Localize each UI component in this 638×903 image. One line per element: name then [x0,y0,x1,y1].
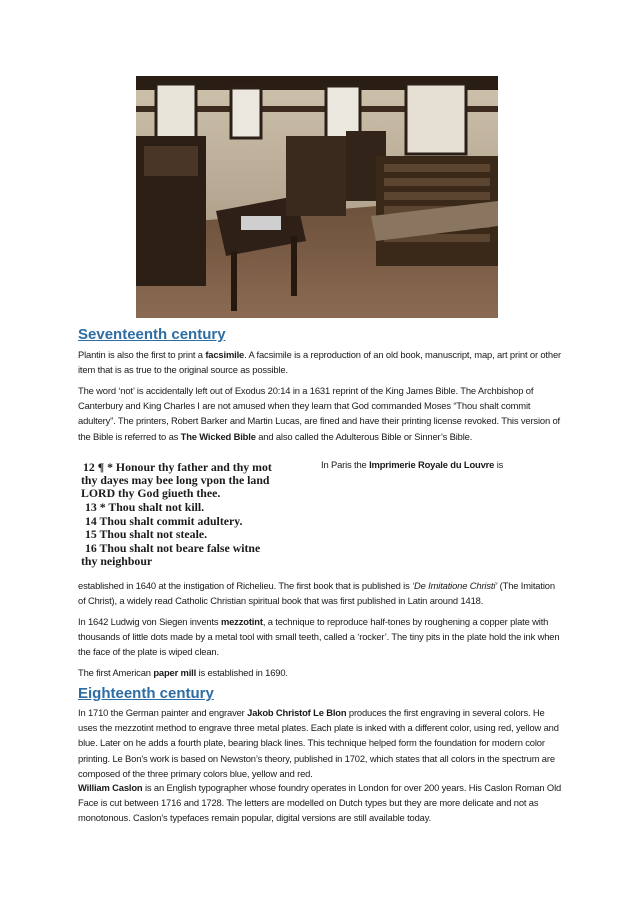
bible-line: 15 Thou shalt not steale. [85,527,208,541]
italic-title: ‘De Imitatione Christi’ [412,580,498,591]
text: is established in 1690. [196,667,288,678]
section-heading-eighteenth: Eighteenth century [78,685,214,702]
bold-term: facsimile [205,349,245,360]
text: and also called the Adulterous Bible or Sinner’s Bible. [255,430,473,442]
text: In Paris the [321,459,370,470]
bible-line: 13 * Thou shalt not kill. [85,500,205,514]
bold-term: mezzotint [220,616,263,627]
bible-line: 12 ¶ * Honour thy father and thy mot [83,460,272,474]
bible-line: 14 Thou shalt commit adultery. [85,514,243,528]
bible-line: 16 Thou shalt not beare false witne [85,541,261,555]
bold-term: Jakob Christof Le Blon [247,707,347,718]
text: is [494,459,504,470]
bold-term: paper mill [153,667,197,678]
paragraph-facsimile [78,347,562,377]
text: In 1642 Ludwig von Siegen invents [78,616,221,627]
text: In 1710 the German painter and engraver [78,707,248,718]
text: produces the first engraving in several colors. He uses the mezzotint method to engrave three metal plates. Each plate is inked with a different color, using red, yellow and blue. Later on he adds a fourth plate, bearing black lines. This technique helped form the foundation for modern color printing. Le Bon’s work is based on Newston’s theory, published in 1702, which states that all colors in the spectrum are composed of the three primary colors blue, yellow and red. [78,707,559,779]
bible-line: thy neighbour [81,554,153,568]
paragraph-imprimerie-start [321,457,561,472]
bible-line: thy dayes may bee long vpon the land [81,473,270,487]
text: The word ‘not’ is accidentally left out of Exodus 20:14 in a 1631 reprint of the King James Bible. The Archbishop of Canterbury and King Charles I are not amused when they learn that God commanded Moses “Thou shalt commit adultery”. The printers, Robert Barker and Martin Lucas, are fined and have their printing license revoked. This version of the Bible is referred to as [78,385,560,442]
text: established in 1640 at the instigation of Richelieu. The first book that is published is [78,580,413,591]
bible-line: LORD thy God giueth thee. [81,486,221,500]
wicked-bible-text-image [79,458,307,568]
text: is an English typographer whose foundry operates in London for over 200 years. His Caslon Roman Old Face is cut between 1716 and 1728. The letters are modelled on Dutch types but they are more delicate and not as monotonous. Caslon’s typefaces remain popular, digital versions are still available today. [78,782,562,824]
section-heading-seventeenth: Seventeenth century [78,326,226,343]
paragraph-imprimerie-continued [78,578,562,608]
text: , a technique to reproduce half-tones by roughening a copper plate with thousands of little dots made by a metal tool with small teeth, called a ‘rocker’. The tiny pits in the plate hold the ink when the face of the plate is wiped clean. [78,616,560,658]
bold-term: The Wicked Bible [180,430,256,442]
text: The first American [78,667,154,678]
paragraph-mezzotint [78,614,562,660]
text: (The Imitation of Christ), a widely read Catholic Christian spiritual book that was first published in Latin around 1418. [78,580,555,607]
text: . A facsimile is a reproduction of an old book, manuscript, map, art print or other item that is as true to the original source as possible. [78,349,561,376]
paragraph-wicked-bible [78,383,562,444]
text: Plantin is also the first to print a [78,349,206,360]
paragraph-paper-mill [78,665,562,680]
printing-museum-photo [136,76,498,318]
bold-term: Imprimerie Royale du Louvre [369,459,495,470]
bold-term: William Caslon [78,782,143,793]
paragraph-caslon [78,780,562,826]
paragraph-le-blon [78,705,562,781]
